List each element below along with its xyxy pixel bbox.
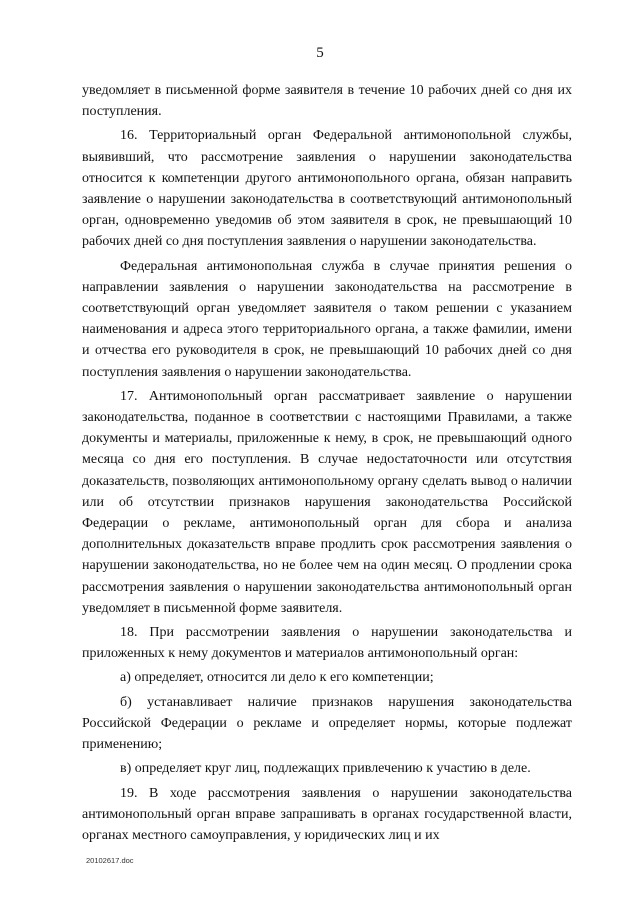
list-item-v: в) определяет круг лиц, подлежащих привлечению к участию в деле. xyxy=(120,761,531,777)
list-item-b: б) устанавливает наличие признаков нарушения законодательства Российской Федерации о рекламе и определяет нормы, которые подлежат применению; xyxy=(82,694,572,753)
paragraph-fas-notice: Федеральная антимонопольная служба в случае принятия решения о направлении заявления о нарушении законодательства на рассмотрение в соответствующий орган уведомляет заявителя о таком решении с указанием наименования и адреса этого территориального органа, а также фамилии, имени и отчества его руководителя в срок, не превышающий 10 рабочих дней со дня поступления заявления о нарушении законодательства. xyxy=(82,258,572,380)
paragraph-continuation: уведомляет в письменной форме заявителя в течение 10 рабочих дней со дня их поступления. xyxy=(82,83,572,120)
paragraph-18: 18. При рассмотрении заявления о нарушении законодательства и приложенных к нему документов и материалов антимонопольный орган: xyxy=(82,625,572,662)
document-body xyxy=(82,80,572,846)
footer-filename: 20102617.doc xyxy=(86,856,134,865)
paragraph-16: 16. Территориальный орган Федеральной антимонопольной службы, выявивший, что рассмотрение заявления о нарушении законодательства относится к компетенции другого антимонопольного органа, обязан направить заявление о нарушении законодательства в соответствующий антимонопольный орган, одновременно уведомив об этом заявителя в срок, не превышающий 10 рабочих дней со дня поступления заявления о нарушении законодательства. xyxy=(82,128,572,250)
list-item-a: а) определяет, относится ли дело к его компетенции; xyxy=(120,670,434,686)
page-number: 5 xyxy=(316,45,324,61)
paragraph-19: 19. В ходе рассмотрения заявления о нарушении законодательства антимонопольный орган вправе запрашивать в органах государственной власти, органах местного самоуправления, у юридических лиц и их xyxy=(82,785,572,843)
paragraph-17: 17. Антимонопольный орган рассматривает заявление о нарушении законодательства, поданное в соответствии с настоящими Правилами, а также документы и материалы, приложенные к нему, в срок, не превышающий одного месяца со дня его поступления. В случае недостаточности или отсутствия доказательств, позволяющих антимонопольному органу сделать вывод о наличии или об отсутствии признаков нарушения законодательства Российской Федерации о рекламе, антимонопольный орган для сбора и анализа дополнительных доказательств вправе продлить срок рассмотрения заявления о нарушении законодательства, но не более чем на один месяц. О продлении срока рассмотрения заявления о нарушении законодательства антимонопольный орган уведомляет в письменной форме заявителя. xyxy=(82,388,572,616)
